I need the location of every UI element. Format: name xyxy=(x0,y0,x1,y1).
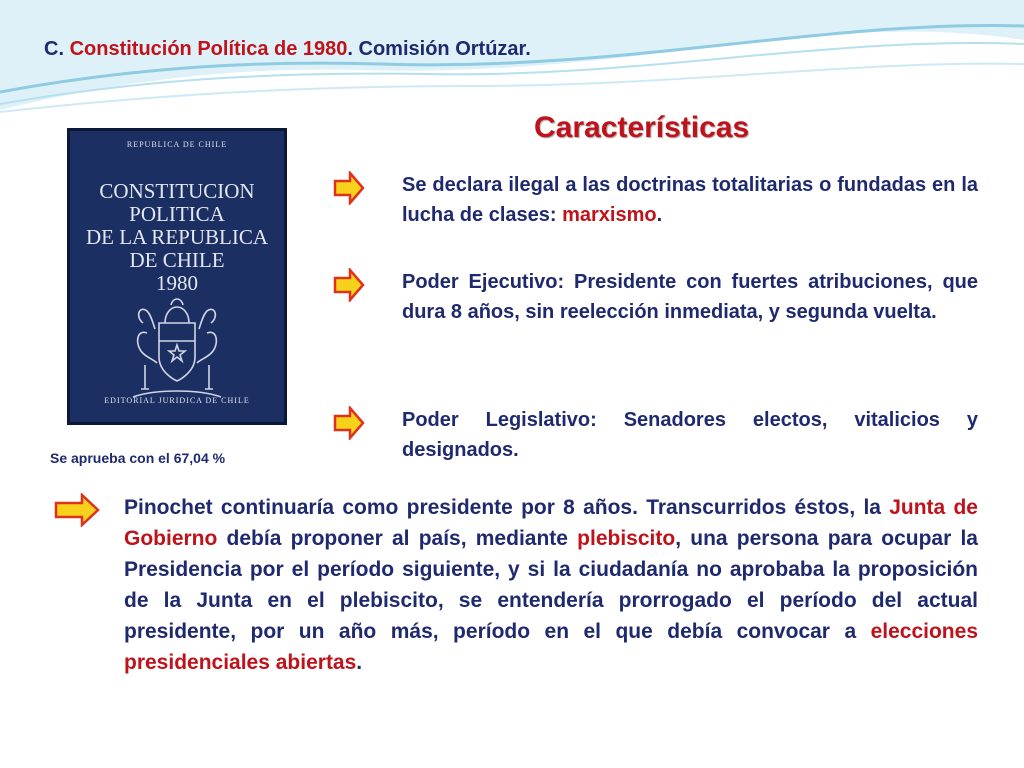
section-heading: Características xyxy=(534,111,750,144)
bullet-item: Poder Legislativo: Senadores electos, vitalicios y designados. xyxy=(402,409,978,461)
book-title-line: CONSTITUCION xyxy=(99,179,255,203)
slide-title xyxy=(44,38,531,61)
book-publisher-top: REPUBLICA DE CHILE xyxy=(126,140,228,149)
title-highlight: Constitución Política de 1980 xyxy=(69,38,348,60)
main-paragraph xyxy=(124,492,978,678)
paragraph-text: Pinochet continuaría como presidente por 8 años. Transcurridos éstos, la xyxy=(124,496,890,519)
bullet-highlight: marxismo xyxy=(562,204,657,226)
coat-of-arms-icon xyxy=(125,293,229,403)
bullet-item: Poder Ejecutivo: Presidente con fuertes atribuciones, que dura 8 años, sin reelección inmediata, y segunda vuelta. xyxy=(402,271,978,323)
paragraph-text: debía proponer al país, mediante xyxy=(217,527,578,550)
book-title xyxy=(67,180,287,295)
constitution-book-cover xyxy=(67,128,287,425)
paragraph-highlight: Junta de Gobierno xyxy=(124,496,978,550)
paragraph-text: . xyxy=(356,651,363,674)
book-title-line: DE CHILE xyxy=(129,248,225,272)
arrow-right-icon xyxy=(333,268,365,302)
arrow-right-icon xyxy=(333,171,365,205)
title-suffix: . Comisión Ortúzar. xyxy=(347,38,531,60)
book-title-line: 1980 xyxy=(156,271,198,295)
approval-caption: Se aprueba con el 67,04 % xyxy=(50,450,226,466)
bullet-item xyxy=(402,170,978,230)
bullet-text: Se declara ilegal a las doctrinas totalitarias o fundadas en la lucha de clases: xyxy=(402,174,978,226)
paragraph-highlight: elecciones presidenciales abiertas xyxy=(124,620,978,674)
arrow-right-icon xyxy=(54,493,100,527)
title-prefix: C. xyxy=(44,38,70,60)
arrow-right-icon xyxy=(333,406,365,440)
paragraph-highlight: plebiscito xyxy=(577,527,676,550)
book-title-line: DE LA REPUBLICA xyxy=(85,225,268,249)
paragraph-text: , una persona para ocupar la Presidencia por el período siguiente, y si la ciudadanía no aprobaba la proposición de la Junta en el plebiscito, se entendería prorrogado el período del actual presidente, por un año más, período en el que debía convocar a xyxy=(124,527,978,643)
book-title-line: POLITICA xyxy=(129,202,225,226)
bullet-text-end: . xyxy=(656,204,663,226)
book-publisher-bottom: EDITORIAL JURIDICA DE CHILE xyxy=(104,396,250,405)
